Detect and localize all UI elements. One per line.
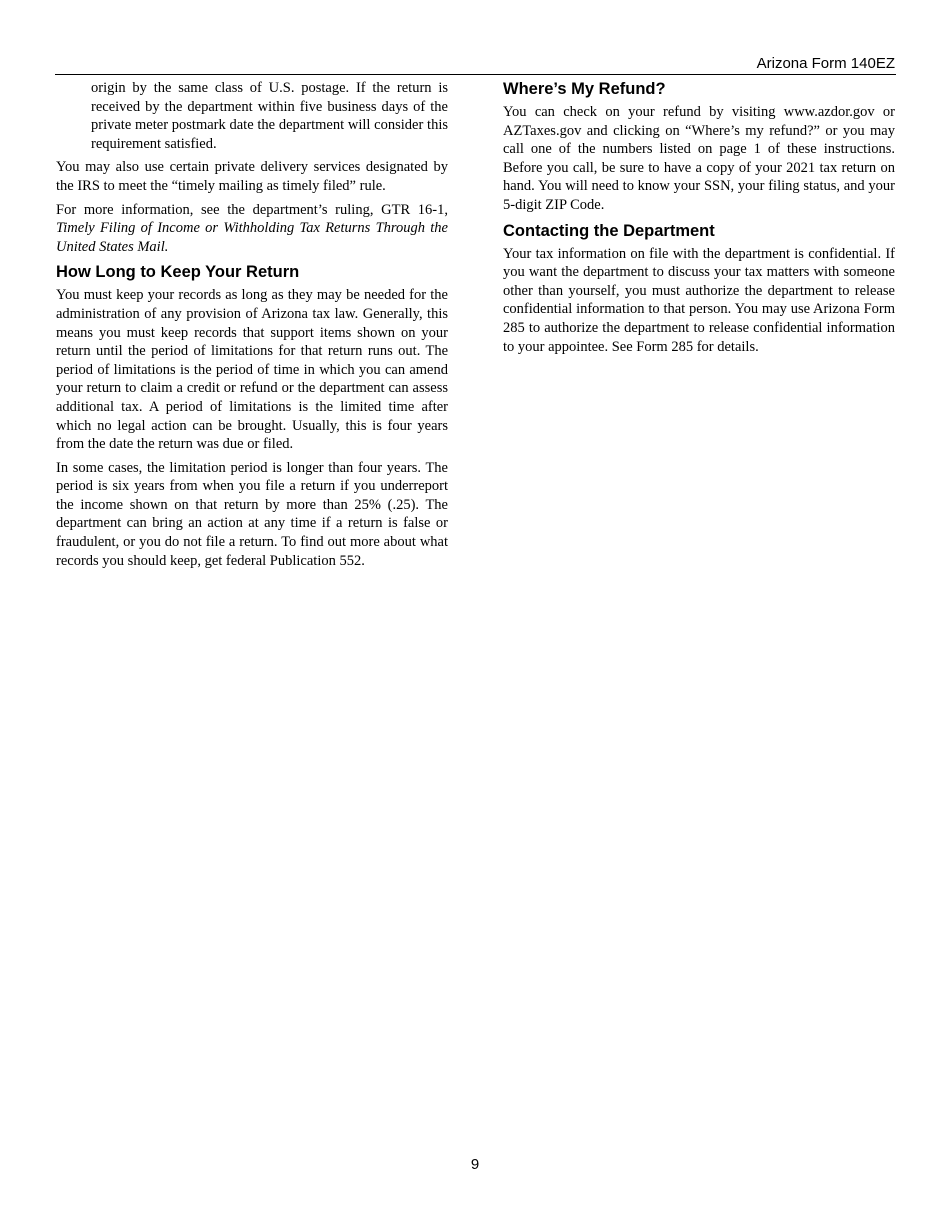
ruling-title: Timely Filing of Income or Withholding Tax Returns Through the United States Mail. [56, 220, 448, 255]
continued-paragraph: origin by the same class of U.S. postage. If the return is received by the department within five business days of the private meter postmark date the department will consider this requirement satisfied. [91, 80, 448, 152]
refund-heading: Where’s My Refund? [503, 80, 666, 98]
contact-heading: Contacting the Department [503, 221, 715, 240]
right-column [503, 79, 895, 361]
more-info-paragraph [56, 201, 448, 257]
keep-return-heading: How Long to Keep Your Return [56, 263, 300, 282]
header-divider [55, 74, 896, 75]
more-info-lead: For more information, see the department’s ruling, GTR 16-1, [56, 201, 448, 218]
contact-paragraph: Your tax information on file with the department is confidential. If you want the department to discuss your tax matters with someone other than yourself, you must authorize the department to release confidential information to that person. You may use Arizona Form 285 to authorize the department to release confidential information to your appointee. See Form 285 for details. [503, 245, 895, 355]
delivery-services-paragraph: You may also use certain private delivery services designated by the IRS to meet the “timely mailing as timely filed” rule. [56, 159, 448, 194]
refund-paragraph: You can check on your refund by visiting www.azdor.gov or AZTaxes.gov and clicking on “Where’s my refund?” or you may call one of the numbers listed on page 1 of these instructions. Before you call, be sure to have a copy of your 2021 tax return on hand. You will need to know your SSN, your filing status, and your 5-digit ZIP Code. [503, 104, 895, 213]
keep-return-paragraph: You must keep your records as long as they may be needed for the administration of any provision of Arizona tax law. Generally, this means you must keep records that support items shown on your return until the period of limitations for that return runs out. The period of limitations is the period of time in which you can amend your return to claim a credit or refund or the department can assess additional tax. A period of limitations is the limited time after which no legal action can be brought. Usually, this is four years from the date the return was due or filed. [56, 287, 448, 453]
left-column [56, 79, 448, 575]
page-number: 9 [470, 1156, 480, 1173]
form-title: Arizona Form 140EZ [756, 55, 895, 72]
limitation-period-paragraph: In some cases, the limitation period is longer than four years. The period is six years from when you file a return if you underreport the income shown on that return by more than 25% (.25). The department can bring an action at any time if a return is false or fraudulent, or you do not file a return. To find out more about what records you should keep, get federal Publication 552. [56, 459, 448, 569]
